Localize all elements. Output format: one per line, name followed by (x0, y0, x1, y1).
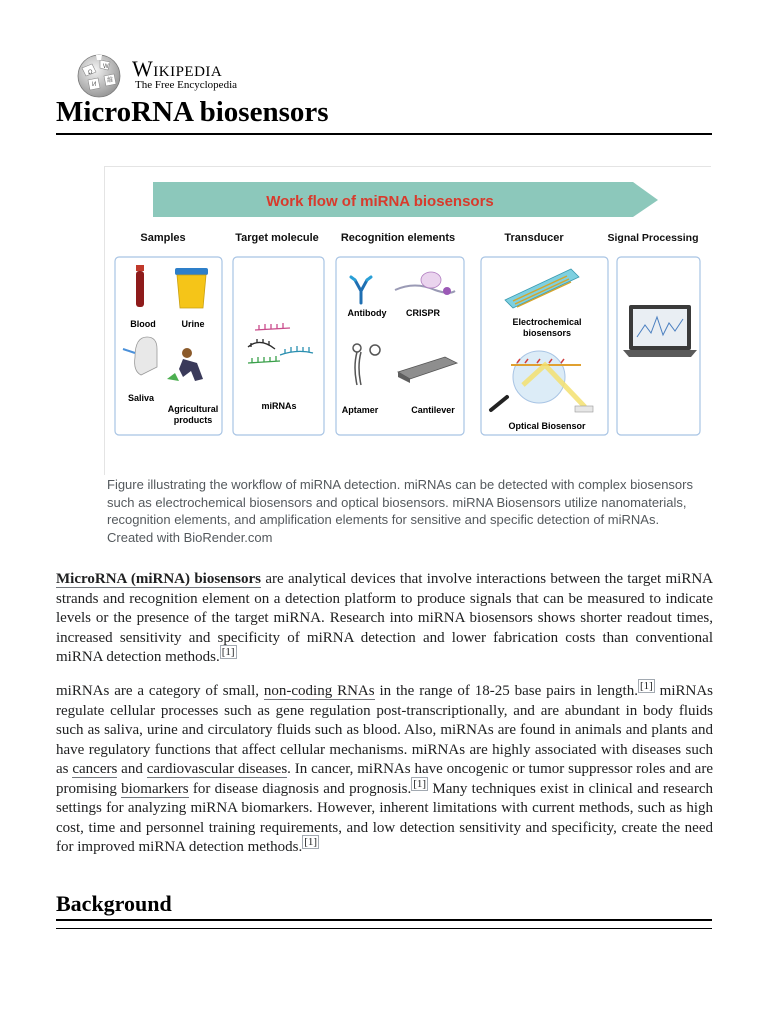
svg-text:W: W (103, 64, 109, 70)
column-header-transducer: Transducer (504, 232, 564, 244)
urine-cup-icon (175, 268, 208, 308)
column-header-target: Target molecule (235, 232, 319, 244)
citation-1[interactable]: [1] (221, 646, 235, 658)
sample-urine-label: Urine (181, 319, 205, 329)
svg-text:И: И (92, 82, 97, 88)
wikipedia-wordmark: Wikipedia (132, 56, 223, 81)
intro-text: are analytical devices that involve interactions between the target miRNA strands and recognition element on a detection platform to produce signals that can be measured to indicate levels or the presence of the target miRNA. Research into miRNA biosensors shows shorter readout times, increased sensitivity and specificity of miRNA detection and lower fabrication costs than conventional miRNA detection methods. (56, 571, 714, 665)
sample-agri-label-1: Agricultural (167, 404, 219, 414)
intro-paragraph (56, 570, 713, 668)
p2-text-3: miRNAs regulate cellular processes such as gene regulation post-transcriptionally, and are abundant in body fluids such as saliva, urine and circulatory fluids such as blood. Also, miRNAs are found in animals and plants and have regulatory functions that affect cellular mechanisms. miRNAs are highly associated with diseases such as (56, 683, 713, 777)
laptop-icon (623, 305, 697, 357)
wikipedia-logo[interactable] (74, 52, 274, 98)
p2-text-1: miRNAs are a category of small, (56, 683, 264, 699)
p2-text-7: Many techniques exist in clinical and research settings for analyzing miRNA biomarkers. However, inherent limitations with current methods, such as high cost, time and personnel training requirements, and low detection sensitivity and specificity, create the need for improved miRNA detection methods. (56, 780, 713, 855)
citation-2[interactable]: [1] (639, 680, 653, 692)
target-mirna-label: miRNAs (261, 401, 297, 411)
figure-caption: Figure illustrating the workflow of miRNA detection. miRNAs can be detected with complex biosensors such as electrochemical biosensors and optical biosensors. miRNA Biosensors utilize nanomaterials, recognition elements, and amplification elements for sensitive and specific detection of miRNAs. Created with BioRender.com (107, 477, 693, 545)
sample-agri-label-2: products (173, 415, 213, 425)
transducer-electrochemical-label-1: Electrochemical (512, 317, 582, 327)
sample-blood-label: Blood (130, 319, 156, 329)
recognition-crispr-label: CRISPR (405, 308, 441, 318)
p2-text-2: in the range of 18-25 base pairs in length. (374, 683, 638, 699)
wikipedia-tagline: The Free Encyclopedia (135, 79, 238, 91)
banner-title: Work flow of miRNA biosensors (266, 193, 494, 210)
biomarkers-link[interactable]: biomarkers (121, 780, 189, 797)
svg-text:Ω: Ω (88, 70, 93, 76)
p2-text-4: and (117, 761, 147, 777)
recognition-cantilever-label: Cantilever (411, 405, 455, 415)
workflow-figure[interactable] (104, 166, 711, 475)
column-header-signal: Signal Processing (607, 232, 699, 244)
non-coding-rnas-link[interactable]: non-coding RNAs (263, 683, 375, 699)
p2-text-5: . In cancer, miRNAs have oncogenic or tumor suppressor roles and are promising (56, 761, 713, 797)
recognition-antibody-label: Antibody (347, 308, 387, 318)
section-divider (56, 928, 712, 929)
cardiovascular-diseases-link[interactable]: cardiovascular diseases (146, 761, 288, 777)
column-header-samples: Samples (140, 232, 186, 244)
transducer-optical-label: Optical Biosensor (508, 421, 586, 431)
sample-saliva-label: Saliva (127, 393, 155, 403)
mirna-paragraph (56, 682, 713, 858)
citation-4[interactable]: [1] (304, 836, 318, 848)
svg-text:維: 維 (107, 78, 114, 84)
workflow-diagram (105, 167, 711, 475)
page-title: MicroRNA biosensors (56, 96, 712, 135)
p2-text-6: for disease diagnosis and prognosis. (188, 780, 412, 797)
wikipedia-globe-icon (74, 52, 124, 98)
mirna-biosensors-link[interactable]: MicroRNA (miRNA) biosensors (56, 571, 262, 587)
column-header-recognition: Recognition elements (340, 232, 456, 244)
citation-3[interactable]: [1] (413, 777, 427, 790)
section-heading-background: Background (56, 891, 712, 921)
transducer-electrochemical-label-2: biosensors (522, 328, 572, 338)
recognition-aptamer-label: Aptamer (341, 405, 379, 415)
cancers-link[interactable]: cancers (72, 761, 118, 777)
